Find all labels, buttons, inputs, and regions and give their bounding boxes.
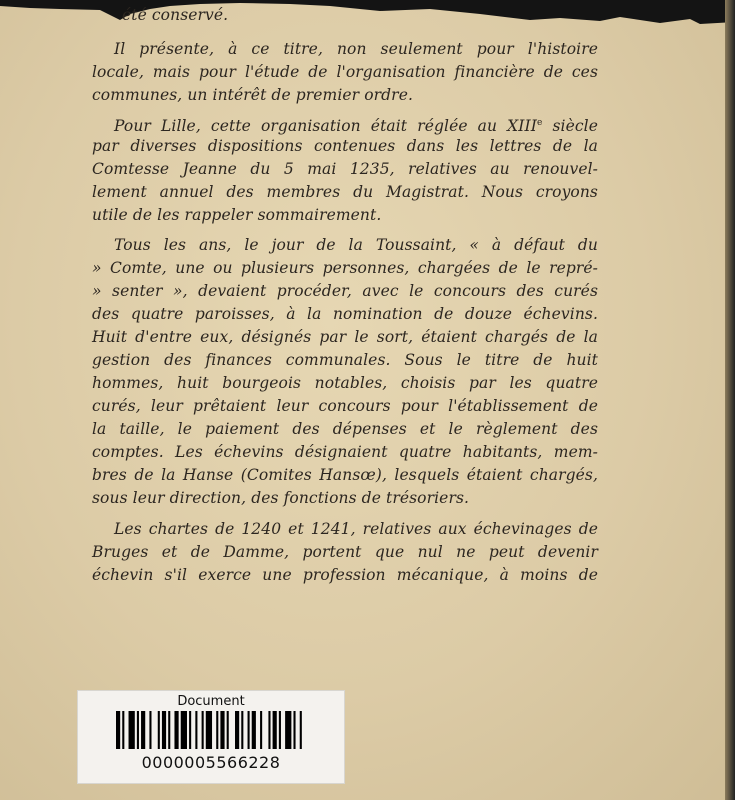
text-line-17: la taille, le paiement des dépenses et le règlement des [92,420,598,438]
text-line-15: hommes, huit bourgeois notables, choisis par les quatre [92,374,598,392]
text-line-22: Bruges et de Damme, portent que nul ne peut devenir [92,543,598,561]
text-line-8: utile de les rappeler sommairement. [92,206,382,224]
text-line-6: Comtesse Jeanne du 5 mai 1235, relatives au renouvel- [92,160,598,178]
text-line-2: locale, mais pour l'étude de l'organisation financière de ces [92,63,598,81]
text-line-16: curés, leur prêtaient leur concours pour l'établissement de [92,397,598,415]
text-line-4-main: Pour Lille, cette organisation était réglée au XIII [114,117,537,135]
text-line-19: bres de la Hanse (Comites Hansœ), lesquels étaient chargés, [92,466,598,484]
text-line-12: des quatre paroisses, à la nomination de douze échevins. [92,305,598,323]
text-line-20: sous leur direction, des fonctions de trésoriers. [92,489,470,507]
text-line-9: Tous les ans, le jour de la Toussaint, « à défaut du [114,236,598,254]
text-line-5: par diverses dispositions contenues dans les lettres de la [92,137,598,155]
text-line-23: échevin s'il exerce une profession mécanique, à moins de [92,566,598,584]
text-line-18: comptes. Les échevins désignaient quatre habitants, mem- [92,443,598,461]
text-line-11: » senter », devaient procéder, avec le concours des curés [92,282,598,300]
text-line-14: gestion des finances communales. Sous le titre de huit [92,351,598,369]
text-line-10: » Comte, une ou plusieurs personnes, chargées de le repré- [92,259,598,277]
text-line-3: communes, un intérêt de premier ordre. [92,86,413,104]
text-line-21: Les chartes de 1240 et 1241, relatives aux échevinages de [114,520,598,538]
text-line-4-tail: siècle [542,117,598,135]
barcode-number: 0000005566228 [141,753,281,772]
text-line-13: Huit d'entre eux, désignés par le sort, étaient chargés de la [92,328,598,346]
text-line-0: été conservé. [122,6,229,24]
text-line-7: lement annuel des membres du Magistrat. Nous croyons [92,183,598,201]
superscript-e: e [536,118,543,128]
barcode-title: Document [177,694,245,709]
page-right-edge [725,0,735,800]
barcode-label [77,690,345,784]
barcode-bars [116,711,306,749]
text-line-1: Il présente, à ce titre, non seulement pour l'histoire [114,40,598,58]
